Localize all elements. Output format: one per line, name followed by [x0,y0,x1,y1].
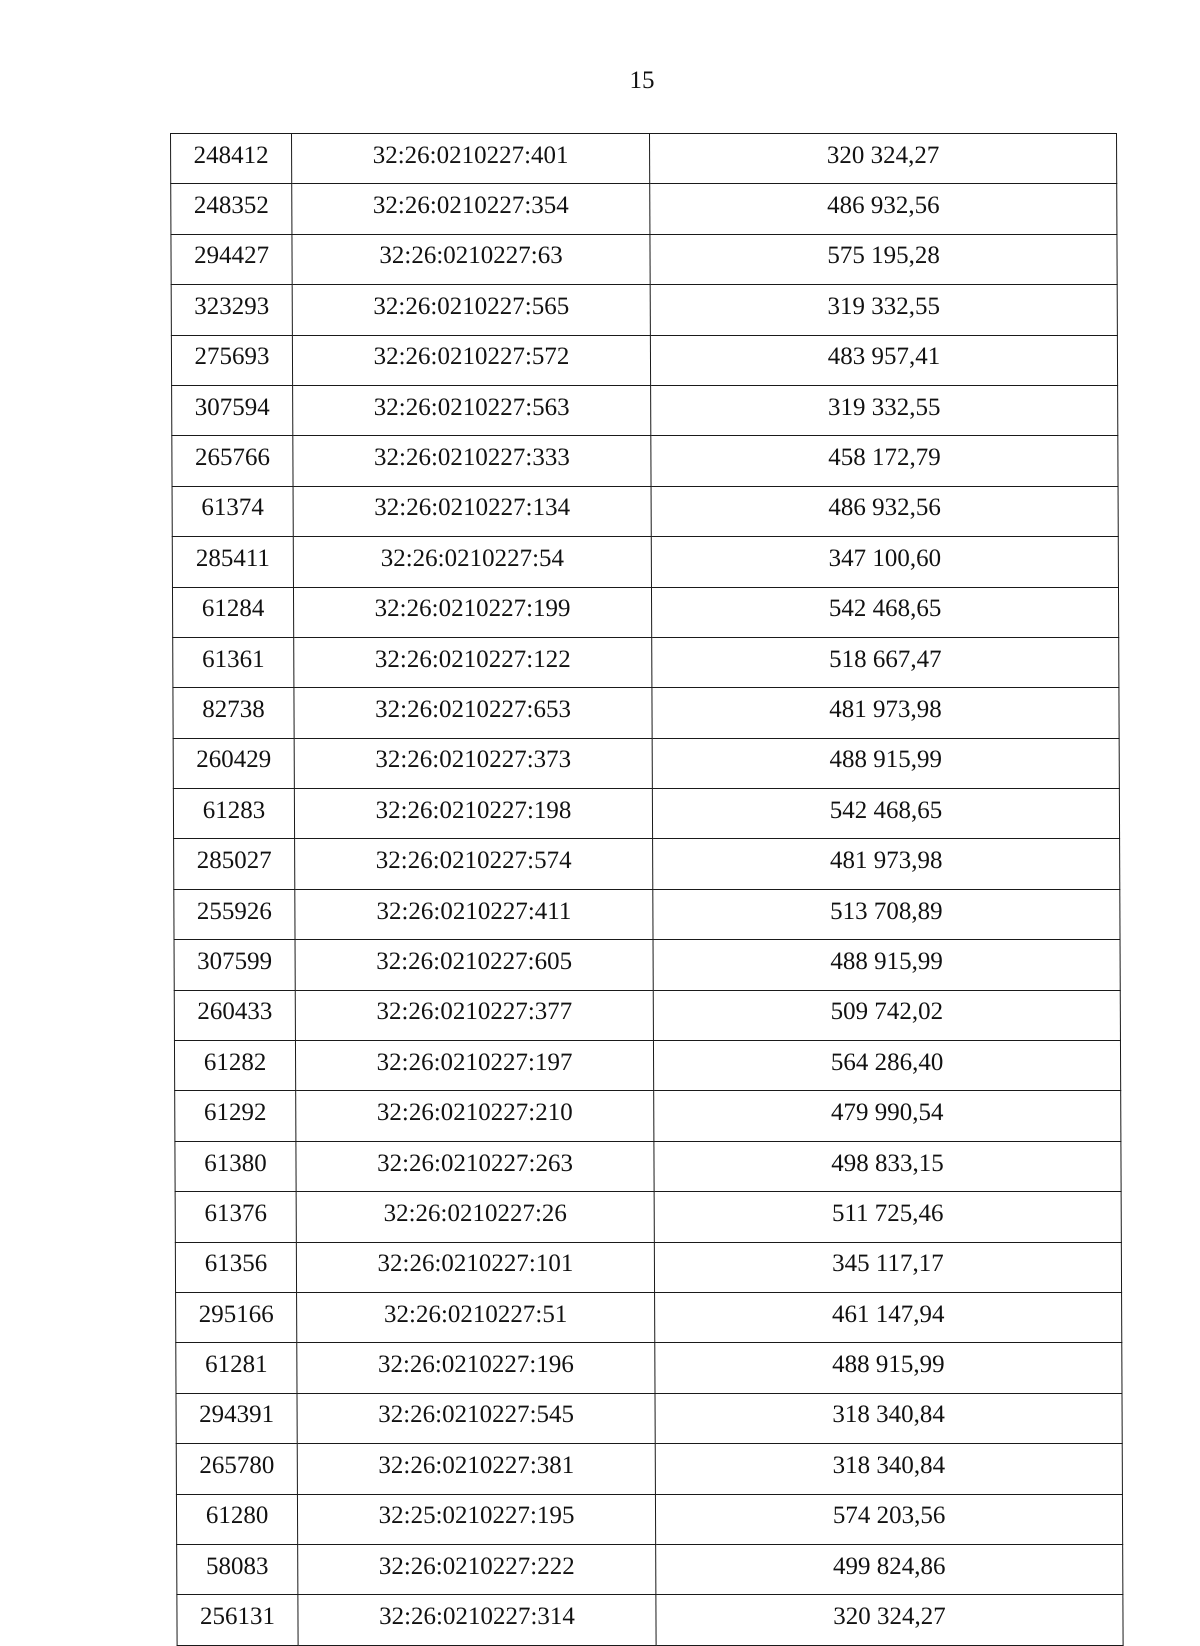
value-amount-cell: 345 117,17 [654,1242,1121,1292]
record-number-cell: 285411 [172,537,293,587]
table-row [176,1343,1122,1393]
value-amount-cell: 461 147,94 [655,1292,1122,1342]
table-row [175,1091,1121,1141]
value-amount-cell: 575 195,28 [650,234,1117,284]
record-number-cell: 256131 [177,1595,298,1645]
land-parcel-table [170,133,1124,1646]
value-amount-cell: 513 708,89 [653,889,1120,939]
table-row [171,134,1117,184]
cadastral-number-cell: 32:26:0210227:263 [296,1141,654,1191]
record-number-cell: 307599 [174,940,295,990]
value-amount-cell: 518 667,47 [652,637,1119,687]
table-row [172,385,1118,435]
cadastral-number-cell: 32:26:0210227:314 [298,1595,656,1645]
cadastral-number-cell: 32:26:0210227:377 [295,990,653,1040]
table-row [177,1544,1123,1594]
cadastral-number-cell: 32:26:0210227:411 [295,889,653,939]
value-amount-cell: 320 324,27 [650,134,1117,184]
table-row [173,688,1119,738]
record-number-cell: 61374 [172,486,293,536]
value-amount-cell: 481 973,98 [653,839,1120,889]
cadastral-number-cell: 32:25:0210227:195 [297,1494,655,1544]
record-number-cell: 285027 [174,839,295,889]
value-amount-cell: 318 340,84 [655,1393,1122,1443]
cadastral-number-cell: 32:26:0210227:197 [295,1041,653,1091]
cadastral-number-cell: 32:26:0210227:196 [297,1343,655,1393]
record-number-cell: 248352 [171,184,292,234]
cadastral-number-cell: 32:26:0210227:101 [296,1242,654,1292]
table-row [174,889,1120,939]
table-row [175,1242,1121,1292]
record-number-cell: 82738 [173,688,294,738]
table-row [173,637,1119,687]
cadastral-number-cell: 32:26:0210227:545 [297,1393,655,1443]
table-row [173,789,1119,839]
record-number-cell: 61282 [174,1041,295,1091]
record-number-cell: 275693 [171,335,292,385]
cadastral-number-cell: 32:26:0210227:381 [297,1444,655,1494]
value-amount-cell: 499 824,86 [656,1544,1123,1594]
cadastral-number-cell: 32:26:0210227:373 [294,738,652,788]
table-row [175,1141,1121,1191]
record-number-cell: 265780 [176,1444,297,1494]
cadastral-number-cell: 32:26:0210227:134 [293,486,651,536]
cadastral-number-cell: 32:26:0210227:122 [294,637,652,687]
record-number-cell: 61280 [176,1494,297,1544]
record-number-cell: 58083 [177,1544,298,1594]
record-number-cell: 260429 [173,738,294,788]
table-row [172,436,1118,486]
value-amount-cell: 509 742,02 [653,990,1120,1040]
record-number-cell: 323293 [171,285,292,335]
cadastral-number-cell: 32:26:0210227:51 [297,1292,655,1342]
table-row [174,839,1120,889]
record-number-cell: 260433 [174,990,295,1040]
record-number-cell: 61361 [173,637,294,687]
table-row [171,335,1117,385]
cadastral-number-cell: 32:26:0210227:333 [293,436,651,486]
record-number-cell: 61281 [176,1343,297,1393]
cadastral-number-cell: 32:26:0210227:54 [293,537,651,587]
record-number-cell: 294391 [176,1393,297,1443]
value-amount-cell: 488 915,99 [655,1343,1122,1393]
cadastral-number-cell: 32:26:0210227:63 [292,234,650,284]
value-amount-cell: 488 915,99 [652,738,1119,788]
table-row [171,285,1117,335]
table-row [172,486,1118,536]
value-amount-cell: 564 286,40 [653,1041,1120,1091]
value-amount-cell: 486 932,56 [651,486,1118,536]
table-row [174,990,1120,1040]
table-row [171,184,1117,234]
table-row [172,587,1118,637]
value-amount-cell: 498 833,15 [654,1141,1121,1191]
cadastral-number-cell: 32:26:0210227:222 [298,1544,656,1594]
record-number-cell: 61284 [172,587,293,637]
record-number-cell: 307594 [172,385,293,435]
cadastral-number-cell: 32:26:0210227:26 [296,1192,654,1242]
table-body [171,134,1124,1646]
record-number-cell: 255926 [174,889,295,939]
cadastral-number-cell: 32:26:0210227:199 [293,587,651,637]
cadastral-number-cell: 32:26:0210227:354 [292,184,650,234]
page-number: 15 [629,67,655,94]
cadastral-number-cell: 32:26:0210227:605 [295,940,653,990]
cadastral-number-cell: 32:26:0210227:401 [292,134,650,184]
value-amount-cell: 458 172,79 [651,436,1118,486]
record-number-cell: 248412 [171,134,292,184]
cadastral-number-cell: 32:26:0210227:563 [293,385,651,435]
cadastral-number-cell: 32:26:0210227:574 [295,839,653,889]
value-amount-cell: 542 468,65 [652,789,1119,839]
table-row [171,234,1117,284]
value-amount-cell: 483 957,41 [650,335,1117,385]
cadastral-number-cell: 32:26:0210227:210 [296,1091,654,1141]
value-amount-cell: 320 324,27 [656,1595,1123,1645]
table-row [175,1192,1121,1242]
value-amount-cell: 479 990,54 [654,1091,1121,1141]
value-amount-cell: 542 468,65 [651,587,1118,637]
value-amount-cell: 319 332,55 [650,285,1117,335]
cadastral-number-cell: 32:26:0210227:565 [292,285,650,335]
table-row [174,1041,1120,1091]
table-row [176,1393,1122,1443]
value-amount-cell: 486 932,56 [650,184,1117,234]
value-amount-cell: 511 725,46 [654,1192,1121,1242]
record-number-cell: 294427 [171,234,292,284]
record-number-cell: 61376 [175,1192,296,1242]
record-number-cell: 61292 [175,1091,296,1141]
record-number-cell: 265766 [172,436,293,486]
cadastral-number-cell: 32:26:0210227:198 [294,789,652,839]
value-amount-cell: 319 332,55 [651,385,1118,435]
table-row [174,940,1120,990]
record-number-cell: 61380 [175,1141,296,1191]
table-row [176,1494,1122,1544]
value-amount-cell: 318 340,84 [655,1444,1122,1494]
table-row [176,1292,1122,1342]
table-row [177,1595,1123,1645]
value-amount-cell: 481 973,98 [652,688,1119,738]
table-row [176,1444,1122,1494]
value-amount-cell: 488 915,99 [653,940,1120,990]
value-amount-cell: 347 100,60 [651,537,1118,587]
table-row [172,537,1118,587]
record-number-cell: 61356 [175,1242,296,1292]
cadastral-number-cell: 32:26:0210227:572 [292,335,650,385]
value-amount-cell: 574 203,56 [655,1494,1122,1544]
record-number-cell: 61283 [173,789,294,839]
table-row [173,738,1119,788]
record-number-cell: 295166 [176,1292,297,1342]
cadastral-number-cell: 32:26:0210227:653 [294,688,652,738]
